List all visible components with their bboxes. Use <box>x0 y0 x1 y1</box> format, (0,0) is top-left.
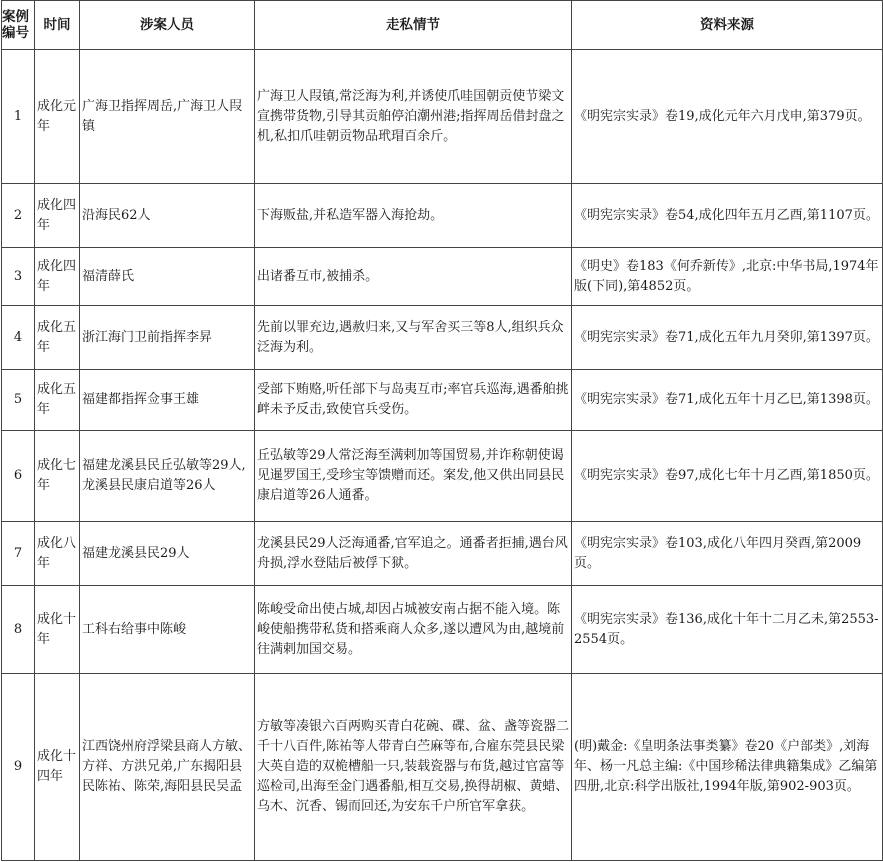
time-cell: 成化元年 <box>35 50 80 184</box>
source-cell: 《明宪宗实录》卷54,成化四年五月乙酉,第1107页。 <box>572 184 883 248</box>
plot-cell: 受部下贿赂,听任部下与岛夷互市;率官兵巡海,遇番舶挑衅未予反击,致使官兵受伤。 <box>255 370 572 431</box>
plot-cell: 陈峻受命出使占城,却因占城被安南占据不能入境。陈峻使船携带私货和搭乘商人众多,遂以遭风为由,越境前往满剌加国交易。 <box>255 586 572 674</box>
plot-cell: 下海贩盐,并私造军器入海抢劫。 <box>255 184 572 248</box>
header-plot: 走私情节 <box>255 1 572 50</box>
table-row <box>2 184 883 248</box>
people-cell: 福清薛氏 <box>80 248 255 306</box>
table-row <box>2 50 883 184</box>
source-cell: 《明宪宗实录》卷19,成化元年六月戊申,第379页。 <box>572 50 883 184</box>
time-cell: 成化五年 <box>35 306 80 370</box>
table-row <box>2 370 883 431</box>
time-cell: 成化四年 <box>35 184 80 248</box>
source-cell: 《明宪宗实录》卷71,成化五年九月癸卯,第1397页。 <box>572 306 883 370</box>
time-cell: 成化七年 <box>35 431 80 522</box>
people-cell: 浙江海门卫前指挥李昇 <box>80 306 255 370</box>
plot-cell: 丘弘敏等29人常泛海至满剌加等国贸易,并诈称朝使谒见暹罗国王,受珍宝等馈赠而还。案发,他又供出同县民康启道等26人通番。 <box>255 431 572 522</box>
plot-cell: 方敏等凑银六百两购买青白花碗、碟、盆、盏等瓷器二千十八百件,陈祐等人带青白苎麻等布,合雇东莞县民梁大英自造的双桅槽船一只,装载瓷器与布货,越过官富等巡检司,出海至金门遇番船,相互交易,换得胡椒、黄蜡、乌木、沉香、锡而回还,为安东千户所官军拿获。 <box>255 674 572 861</box>
time-cell: 成化十四年 <box>35 674 80 861</box>
cases-table <box>1 0 883 861</box>
people-cell: 工科右给事中陈峻 <box>80 586 255 674</box>
case-id-cell: 5 <box>2 370 35 431</box>
people-cell: 沿海民62人 <box>80 184 255 248</box>
case-id-cell: 4 <box>2 306 35 370</box>
header-case-id: 案例编号 <box>2 1 35 50</box>
table-row <box>2 522 883 586</box>
people-cell: 福建都指挥佥事王雄 <box>80 370 255 431</box>
plot-cell: 龙溪县民29人泛海通番,官军追之。通番者拒捕,遇台风舟损,浮水登陆后被俘下狱。 <box>255 522 572 586</box>
case-id-cell: 7 <box>2 522 35 586</box>
source-cell: 《明宪宗实录》卷103,成化八年四月癸酉,第2009页。 <box>572 522 883 586</box>
header-time: 时间 <box>35 1 80 50</box>
table-row <box>2 248 883 306</box>
case-id-cell: 8 <box>2 586 35 674</box>
people-cell: 福建龙溪县民29人 <box>80 522 255 586</box>
case-id-cell: 3 <box>2 248 35 306</box>
source-cell: (明)戴金:《皇明条法事类纂》卷20《户部类》,刘海年、杨一凡总主编:《中国珍稀法律典籍集成》乙编第四册,北京:科学出版社,1994年版,第902-903页。 <box>572 674 883 861</box>
source-cell: 《明史》卷183《何乔新传》,北京:中华书局,1974年版(下同),第4852页。 <box>572 248 883 306</box>
people-cell: 江西饶州府浮梁县商人方敏、方祥、方洪兄弟,广东揭阳县民陈祐、陈荣,海阳县民吴孟 <box>80 674 255 861</box>
source-cell: 《明宪宗实录》卷71,成化五年十月乙巳,第1398页。 <box>572 370 883 431</box>
time-cell: 成化八年 <box>35 522 80 586</box>
case-id-cell: 9 <box>2 674 35 861</box>
header-source: 资料来源 <box>572 1 883 50</box>
case-id-cell: 6 <box>2 431 35 522</box>
plot-cell: 先前以罪充边,遇赦归来,又与军舍买三等8人,组织兵众泛海为利。 <box>255 306 572 370</box>
header-people: 涉案人员 <box>80 1 255 50</box>
case-id-cell: 2 <box>2 184 35 248</box>
source-cell: 《明宪宗实录》卷136,成化十年十二月乙未,第2553-2554页。 <box>572 586 883 674</box>
table-row <box>2 306 883 370</box>
people-cell: 福建龙溪县民丘弘敏等29人,龙溪县民康启道等26人 <box>80 431 255 522</box>
case-id-cell: 1 <box>2 50 35 184</box>
header-row <box>2 1 883 50</box>
plot-cell: 出诸番互市,被捕杀。 <box>255 248 572 306</box>
time-cell: 成化四年 <box>35 248 80 306</box>
plot-cell: 广海卫人叚镇,常泛海为利,并诱使爪哇国朝贡使节梁文宣携带货物,引导其贡舶停泊潮州港;指挥周岳借封盘之机,私扣爪哇朝贡物品玳瑁百余斤。 <box>255 50 572 184</box>
people-cell: 广海卫指挥周岳,广海卫人叚镇 <box>80 50 255 184</box>
table-row <box>2 674 883 861</box>
source-cell: 《明宪宗实录》卷97,成化七年十月乙酉,第1850页。 <box>572 431 883 522</box>
table-row <box>2 586 883 674</box>
table-row <box>2 431 883 522</box>
time-cell: 成化五年 <box>35 370 80 431</box>
time-cell: 成化十年 <box>35 586 80 674</box>
